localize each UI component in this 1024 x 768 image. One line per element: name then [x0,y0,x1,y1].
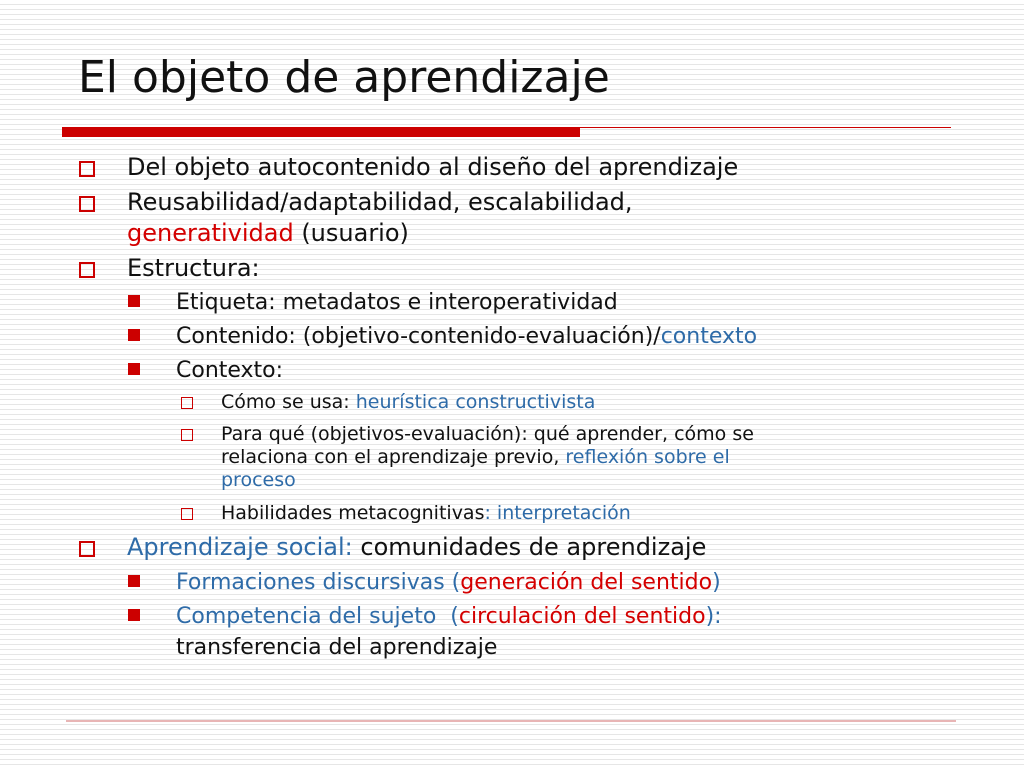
filled-square-bullet-icon [128,609,140,621]
closing-paren: ) [712,570,721,595]
sub-sub-item-habilidades [221,502,631,525]
sub-sub-item-como-se-usa [221,391,595,414]
footer-divider [66,720,956,722]
bullet-text: Contenido: (objetivo-contenido-evaluación)/ [176,324,661,349]
bullet-text: Del objeto autocontenido al diseño del aprendizaje [127,153,739,181]
filled-square-bullet-icon [128,363,140,375]
highlight-reflexion: reflexión sobre el [565,446,730,468]
slide-title: El objeto de aprendizaje [78,52,610,103]
highlight-generatividad: generatividad [127,219,294,247]
hollow-square-bullet-icon [181,397,193,409]
formaciones-text: Formaciones discursivas ( [176,570,461,595]
hollow-square-bullet-icon [79,541,95,557]
sub-sub-item-para-que [221,423,754,492]
highlight-interpretacion: : interpretación [484,502,631,524]
filled-square-bullet-icon [128,329,140,341]
bullet-text-rest: comunidades de aprendizaje [352,533,707,561]
bullet-item-aprendizaje-social [127,532,706,563]
bullet-text: Habilidades metacognitivas [221,502,485,524]
highlight-circulacion: circulación del sentido [458,604,706,629]
highlight-proceso: proceso [221,469,296,491]
highlight-generacion: generación del sentido [460,570,713,595]
bullet-text-line2: relaciona con el aprendizaje previo, [221,446,566,468]
closing-paren-colon: ): [705,604,722,629]
hollow-square-bullet-icon [79,161,95,177]
hollow-square-bullet-icon [181,508,193,520]
bullet-text-line1: Reusabilidad/adaptabilidad, escalabilidad, [127,188,633,216]
bullet-text: Contexto: [176,358,284,383]
hollow-square-bullet-icon [79,262,95,278]
competencia-text: Competencia del sujeto ( [176,604,459,629]
hollow-square-bullet-icon [79,196,95,212]
bullet-item-reusabilidad [127,187,633,249]
bullet-text-line2: transferencia del aprendizaje [176,635,498,660]
highlight-contexto: contexto [660,324,758,349]
filled-square-bullet-icon [128,295,140,307]
highlight-aprendizaje-social: Aprendizaje social: [127,533,353,561]
bullet-text: Cómo se usa: [221,391,356,413]
sub-item-competencia [176,601,722,663]
sub-item-contenido [176,321,757,352]
sub-item-etiqueta [176,287,618,318]
sub-item-formaciones [176,567,721,598]
bullet-text: Etiqueta: metadatos e interoperatividad [176,290,618,315]
bullet-item-autocontenido [127,152,738,183]
bullet-text-line1: Para qué (objetivos-evaluación): qué aprender, cómo se [221,423,754,445]
bullet-text-rest: (usuario) [293,219,409,247]
sub-item-contexto [176,355,283,386]
hollow-square-bullet-icon [181,429,193,441]
bullet-item-estructura [127,253,260,284]
highlight-heuristica: heurística constructivista [355,391,596,413]
filled-square-bullet-icon [128,575,140,587]
bullet-text: Estructura: [127,254,260,282]
